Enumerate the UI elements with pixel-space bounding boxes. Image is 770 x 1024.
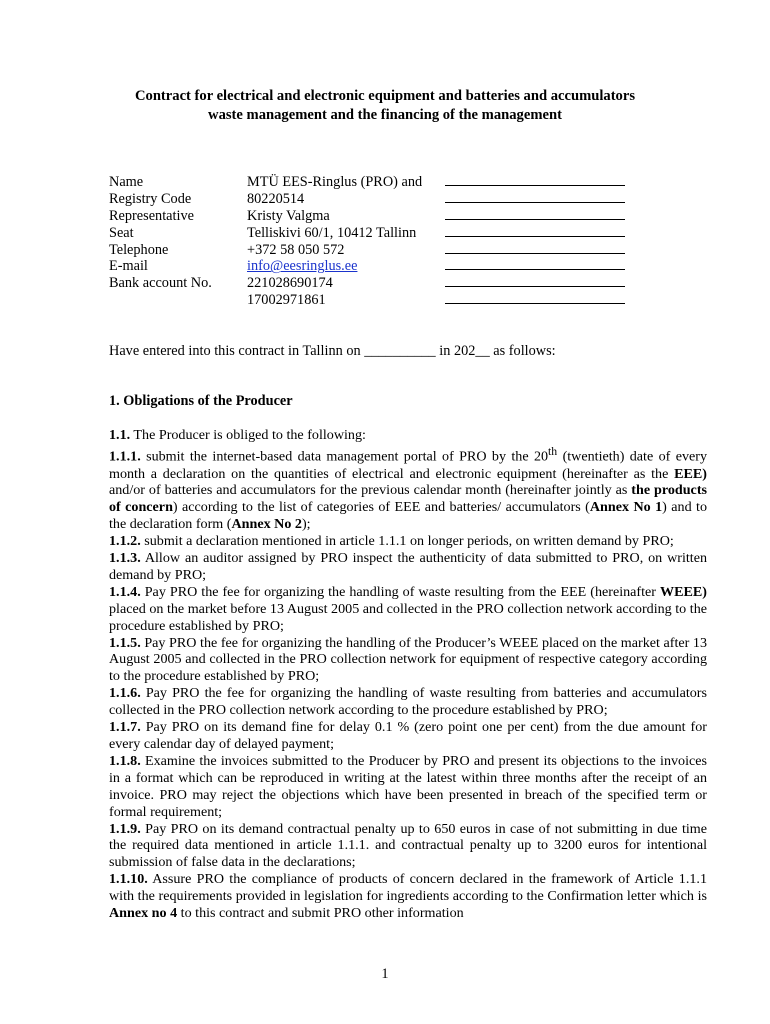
clause-1-1-7 [109,719,707,753]
field-label: Telephone [109,241,169,258]
bold-term: EEE) [674,465,707,482]
clause-text: The Producer is obliged to the following: [133,427,366,443]
field-value: MTÜ EES-Ringlus (PRO) and [247,174,423,190]
section-body [109,427,707,922]
field-label: Representative [109,207,194,224]
field-value: Kristy Valgma [247,207,330,224]
clause-text: and/or of batteries and accumulators for the previous calendar month (hereinafter jointly as [109,482,628,499]
clause-text: Assure PRO the compliance of products of concern declared in the framework of Article 1.1.1 with the requirements provided in legislation for ingredients according to the Confirmation letter which is [109,871,707,905]
field-label: Name [109,174,144,190]
clause-1-1-5 [109,635,707,686]
section-heading: 1. Obligations of the Producer [109,393,293,409]
entered-into-statement [109,343,556,360]
blank-line [445,269,625,270]
clause-1-1-3 [109,550,707,584]
clause-1-1-1 [109,444,707,533]
clause-number: 1.1.4. [109,583,141,600]
entered-year: in 202__ [439,343,490,359]
bold-term: the products of concern [109,482,707,516]
blank-line [445,236,625,237]
clause-text: to this contract and submit PRO other information [180,905,464,922]
clause-number: 1.1.2. [109,533,141,550]
clause-text: Pay PRO the fee for organizing the handling of waste resulting from batteries and accumulators collected in the PRO collection network according to the procedure established by PRO; [109,685,707,719]
date-blank: __________ [364,343,436,359]
field-value: 221028690174 [247,275,333,292]
clause-text: Examine the invoices submitted to the Producer by PRO and present its objections to the invoices in a format which can be reproduced in writing at the latest within three months after the receipt of an invoice. PRO may reject the objections which have been presented in breach of the specified term or formal requirement; [109,752,707,820]
clause-1-1-6 [109,685,707,719]
field-label: Bank account No. [109,275,212,292]
clause-1-1-9 [109,821,707,872]
clause-text: Pay PRO the fee for organizing the handling of waste resulting from the EEE (hereinafter [144,583,656,600]
field-label: E-mail [109,258,148,275]
clause-number: 1.1.6. [109,685,141,702]
clause-text: placed on the market before 13 August 2005 and collected in the PRO collection network according to the procedure established by PRO; [109,600,707,634]
clause-text: submit the internet-based data management portal of PRO by the 20 [146,448,549,465]
document-title [60,87,710,125]
blank-line [445,303,625,304]
clause-number: 1.1.5. [109,634,141,651]
field-label: Seat [109,224,134,241]
clause-1-1-4 [109,584,707,635]
clause-1-1-8 [109,753,707,821]
bold-term: Annex no 4 [109,905,178,922]
clause-text: ) according to the list of categories of EEE and batteries/ accumulators ( [172,499,590,516]
blank-line [445,286,625,287]
page-number: 1 [381,966,389,982]
blank-line [445,253,625,254]
blank-line [445,219,625,220]
clause-number: 1.1.7. [109,719,141,736]
clause-number: 1.1.9. [109,820,141,837]
email-link[interactable]: info@eesringlus.ee [247,258,358,275]
clause-1-1 [109,427,707,444]
clause-text: ) and to the declaration form ( [109,499,707,533]
bold-term: Annex No 2 [231,516,302,533]
field-value: Telliskivi 60/1, 10412 Tallinn [247,224,417,241]
clause-number: 1.1.1. [109,448,141,465]
entered-prefix: Have entered into this contract in Tallinn on [109,343,361,359]
field-value: 17002971861 [247,292,326,309]
blank-line [445,202,625,203]
bold-term: Annex No 1 [589,499,663,516]
title-line-1: Contract for electrical and electronic equipment and batteries and accumulators [134,88,636,104]
clause-1-1-10 [109,871,707,922]
clause-text: ); [301,516,311,533]
title-line-2: waste management and the financing of the management [208,107,562,123]
clause-number: 1.1.10. [109,871,148,888]
field-value: 80220514 [247,190,305,207]
clause-number: 1.1.3. [109,550,141,567]
superscript: th [548,444,558,458]
entered-suffix: as follows: [493,343,556,359]
clause-text: Pay PRO the fee for organizing the handling of the Producer’s WEEE placed on the market after 13 August 2005 and collected in the PRO collection network for equipment of respective category according to the procedure established by PRO; [109,634,707,685]
clause-text: (twentieth) date of every month a declaration on the quantities of electrical and electronic equipment (hereinafter as the [109,448,707,482]
clause-1-1-2 [109,533,707,550]
bold-term: WEEE) [660,583,707,600]
clause-text: Allow an auditor assigned by PRO inspect the authenticity of data submitted to PRO, on written demand by PRO; [109,550,707,583]
clause-number: 1.1.8. [109,752,141,769]
blank-line [445,185,625,186]
clause-text: Pay PRO on its demand fine for delay 0.1 % (zero point one per cent) from the due amount for every calendar day of delayed payment; [109,719,707,752]
clause-text: Pay PRO on its demand contractual penalty up to 650 euros in case of not submitting in due time the required data mentioned in article 1.1.1. and contractual penalty up to 3200 euros for intentional submission of false data in the declarations; [109,820,707,871]
clause-text: submit a declaration mentioned in article 1.1.1 on longer periods, on written demand by PRO; [144,533,674,550]
clause-number: 1.1. [109,427,131,443]
field-value: +372 58 050 572 [247,241,345,258]
field-label: Registry Code [109,190,192,207]
